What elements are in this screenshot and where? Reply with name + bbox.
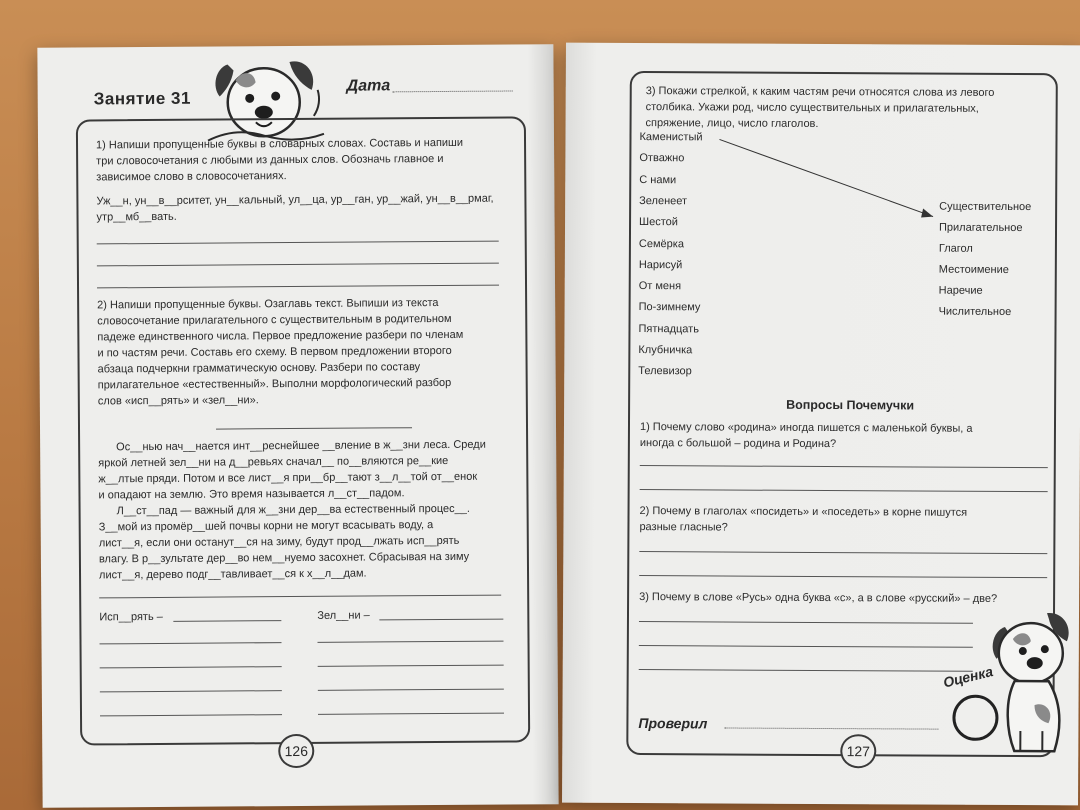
part-of-speech-word: Местоимение (938, 263, 1009, 276)
left-column-word: От меня (638, 280, 682, 293)
left-column-word: Телевизор (638, 365, 692, 378)
left-column-word: По-зимнему (638, 301, 701, 314)
grade-label: Оценка (941, 662, 995, 691)
right-content (566, 43, 1080, 605)
part-of-speech-word: Глагол (938, 242, 973, 255)
task2-instruction-line: прилагательное «естественный». Выполни морфологический разбор (97, 376, 452, 392)
left-column-word: Клубничка (638, 344, 693, 357)
part-of-speech-word: Числительное (938, 305, 1012, 318)
left-column-word: Отважно (639, 152, 685, 165)
left-column-word: Каменистый (639, 131, 703, 144)
task2-text-line: яркой летней зел__ни на д__ревьях сначал__ по__вляются ре__кие (98, 454, 449, 470)
part-of-speech-word: Существительное (939, 200, 1032, 214)
task3-instruction-line: 3) Покажи стрелкой, к каким частям речи относятся слова из левого (645, 85, 995, 99)
task2-instruction-line: и по частям речи. Составь его схему. В первом предложении второго (97, 344, 452, 360)
left-column-word: С нами (639, 173, 677, 186)
date-line[interactable] (393, 90, 513, 92)
left-column-word: Нарисуй (638, 258, 683, 272)
task2-text-line: Ос__нью нач__нается инт__реснейшее __вление в ж__зни леса. Среди (116, 438, 486, 454)
task2-text-line: лист__я, если они останут__ся на зиму, будут прод__лжать исп__рять (98, 534, 460, 550)
left-column-word: Шестой (639, 216, 678, 229)
question-3-line: 3) Почему в слове «Русь» одна буква «с», а в слове «русский» – две? (639, 591, 998, 605)
task2-text-line: влагу. В р__зультате дер__во нем__нуемо засохнет. Сбрасывая на зиму (98, 550, 470, 566)
question-2-line: 2) Почему в глаголах «посидеть» и «поседеть» в корне пишутся (639, 505, 968, 519)
sitting-dog-icon (984, 605, 1075, 755)
checked-label: Проверил (638, 715, 708, 732)
task2-text-line: Л__ст__пад — важный для ж__зни дер__ва естественный процес__. (116, 502, 470, 518)
date-label: Дата (346, 77, 391, 95)
right-page (562, 43, 1080, 806)
task1-instruction-line: 1) Напиши пропущенные буквы в словарных словах. Составь и напиши (95, 136, 464, 152)
task2-text-line: ж__лтые пряди. Потом и все лист__я при__бр__тают з__л__той от__енок (98, 470, 478, 486)
word-zeleni: Зел__ни – (317, 609, 370, 622)
page-number-left: 126 (278, 734, 314, 768)
questions-title: Вопросы Почемучки (786, 397, 915, 413)
task1-words-line: Уж__н, ун__в__рситет, ун__кальный, ул__ца, ур__ган, ур__жай, ун__в__рмаг, (96, 192, 494, 208)
part-of-speech-word: Наречие (938, 284, 983, 297)
task2-instruction-line: словосочетание прилагательного с существительным в родительном (97, 312, 452, 328)
word-isparyat: Исп__рять – (99, 610, 163, 624)
task2-instruction-line: абзаца подчеркни грамматическую основу. Разбери по составу (97, 361, 421, 376)
question-2-line: разные гласные? (639, 521, 728, 534)
task3-instruction-line: спряжение, лицо, число глаголов. (645, 117, 819, 130)
task2-instruction-line: падеже единственного числа. Первое предложение разбери по членам (97, 328, 464, 344)
task1-instruction-line: три словосочетания с любыми из данных слов. Обозначь главное и (96, 152, 444, 168)
task2-text-line: и опадают на землю. Это время называется л__ст__падом. (98, 487, 405, 502)
left-column-word: Семёрка (638, 237, 685, 250)
part-of-speech-word: Прилагательное (938, 221, 1023, 235)
task2-instruction-line: слов «исп__рять» и «зел__ни». (97, 394, 259, 408)
page-number-right: 127 (840, 734, 876, 768)
task2-instruction-line: 2) Напиши пропущенные буквы. Озаглавь текст. Выпиши из текста (97, 297, 439, 312)
left-page (37, 44, 558, 808)
task2-text-line: лист__я, дерево подг__тавливает__ся к х__л__дам. (98, 567, 367, 582)
lesson-title: Занятие 31 (93, 88, 191, 109)
task2-text-line: З__мой из промёр__шей почвы корни не могут всасывать воду, а (98, 519, 434, 534)
question-1-line: 1) Почему слово «родина» иногда пишется с маленькой буквы, а (639, 421, 973, 435)
task1-words-line: утр__мб__вать. (96, 210, 177, 224)
task3-instruction-line: столбика. Укажи род, число существительных и прилагательных, (645, 101, 979, 115)
task1-instruction-line: зависимое слово в словосочетаниях. (96, 170, 287, 184)
question-1-line: иногда с большой – родина и Родина? (639, 437, 837, 451)
left-column-word: Пятнадцать (638, 322, 699, 336)
left-column-word: Зеленеет (639, 194, 688, 208)
